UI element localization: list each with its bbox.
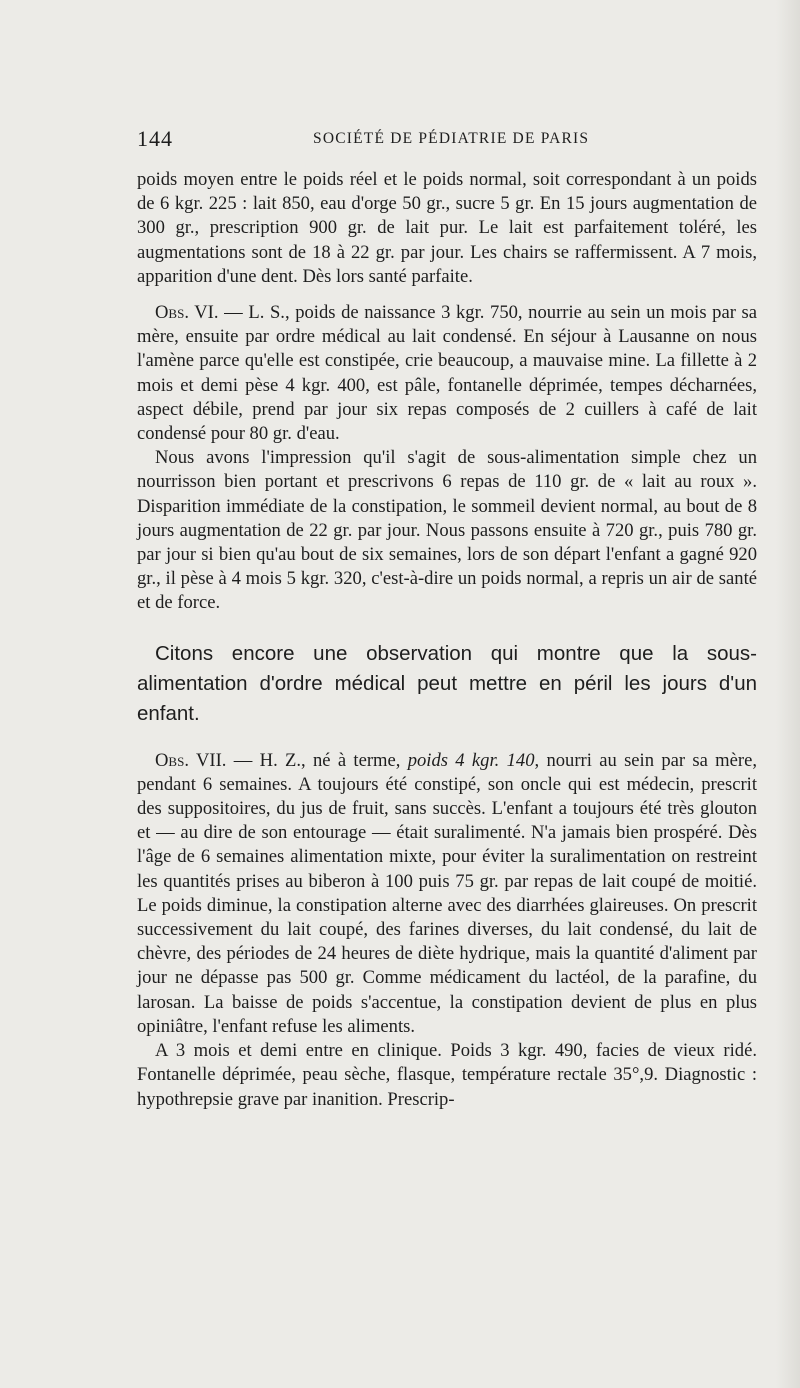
paragraph-impression: Nous avons l'impression qu'il s'agit de sous-alimentation simple chez un nourrisson bien portant et prescrivons 6 repas de 110 gr. de « lait au roux ». Disparition immédiate de la constipation, le sommeil devient normal, au bout de 8 jours augmentation de 22 gr. par jour. Nous passons ensuite à 720 gr., puis 780 gr. par jour si bien qu'au bout de six semaines, lors de son départ l'enfant a gagné 920 gr., il pèse à 4 mois 5 kgr. 320, c'est-à-dire un poids normal, a repris un air de santé et de force. xyxy=(137,447,757,614)
page-edge-shadow xyxy=(776,0,800,1388)
page-number: 144 xyxy=(137,126,173,151)
paragraph-clinic: A 3 mois et demi entre en clinique. Poids 3 kgr. 490, facies de vieux ridé. Fontanelle déprimée, peau sèche, flasque, température rectale 35°,9. Diagnostic : hypothrepsie grave par inanition. Prescrip- xyxy=(137,1040,757,1110)
paragraph-obs-vi: Obs. VI. — L. S., poids de naissance 3 kgr. 750, nourrie au sein un mois par sa mère, ensuite par ordre médical au lait condensé. En séjour à Lausanne on nous l'amène parce qu'elle est constipée, crie beaucoup, a mauvaise mine. La fillette à 2 mois et demi pèse 4 kgr. 400, est pâle, fontanelle déprimée, tempes décharnées, aspect débile, prend par jour six repas composés de 2 cuillers à café de lait condensé pour 80 gr. d'eau. xyxy=(137,302,758,445)
page-header xyxy=(137,126,757,156)
paragraph-continuation: poids moyen entre le poids réel et le poids normal, soit correspondant à un poids de 6 kgr. 225 : lait 850, eau d'orge 50 gr., sucre 5 gr. En 15 jours augmentation de 300 gr., prescription 900 gr. de lait pur. Le lait est parfaitement toléré, les augmentations sont de 18 à 22 gr. par jour. Les chairs se raffermissent. A 7 mois, apparition d'une dent. Dès lors santé parfaite. xyxy=(137,169,757,287)
paragraph-obs-vii: Obs. VII. — H. Z., né à terme, poids 4 kgr. 140, nourri au sein par sa mère, pendant 6 semaines. A toujours été constipé, son oncle qui est médecin, prescrit des suppositoires, du jus de fruit, sans succès. L'enfant a toujours été très glouton et — au dire de son entourage — était suralimenté. N'a jamais bien prospéré. Dès l'âge de 6 semaines alimentation mixte, pour éviter la suralimentation on restreint les quantités prises au biberon à 100 puis 75 gr. par repas de lait coupé de moitié. Le poids diminue, la constipation alterne avec des diarrhées glaireuses. On prescrit successivement du lait coupé, des farines diverses, du lait condensé, du lait de chèvre, des périodes de 24 heures de diète hydrique, mais la quantité d'aliment par jour ne dépasse pas 500 gr. Comme médicament du lactéol, de la parafine, du larosan. La baisse de poids s'accentue, la constipation devient de plus en plus opiniâtre, l'enfant refuse les aliments. xyxy=(137,749,757,1037)
birth-weight-italic: poids 4 kgr. 140 xyxy=(407,749,535,771)
paragraph-emphasis: Citons encore une observation qui montre que la sous-alimentation d'ordre médical peut mettre en péril les jours d'un enfant. xyxy=(137,641,757,725)
body-text xyxy=(137,168,757,1112)
observation-label: Obs. VII. xyxy=(155,749,227,771)
running-head: SOCIÉTÉ DE PÉDIATRIE DE PARIS xyxy=(313,130,590,147)
observation-label: Obs. VI. xyxy=(155,302,219,324)
